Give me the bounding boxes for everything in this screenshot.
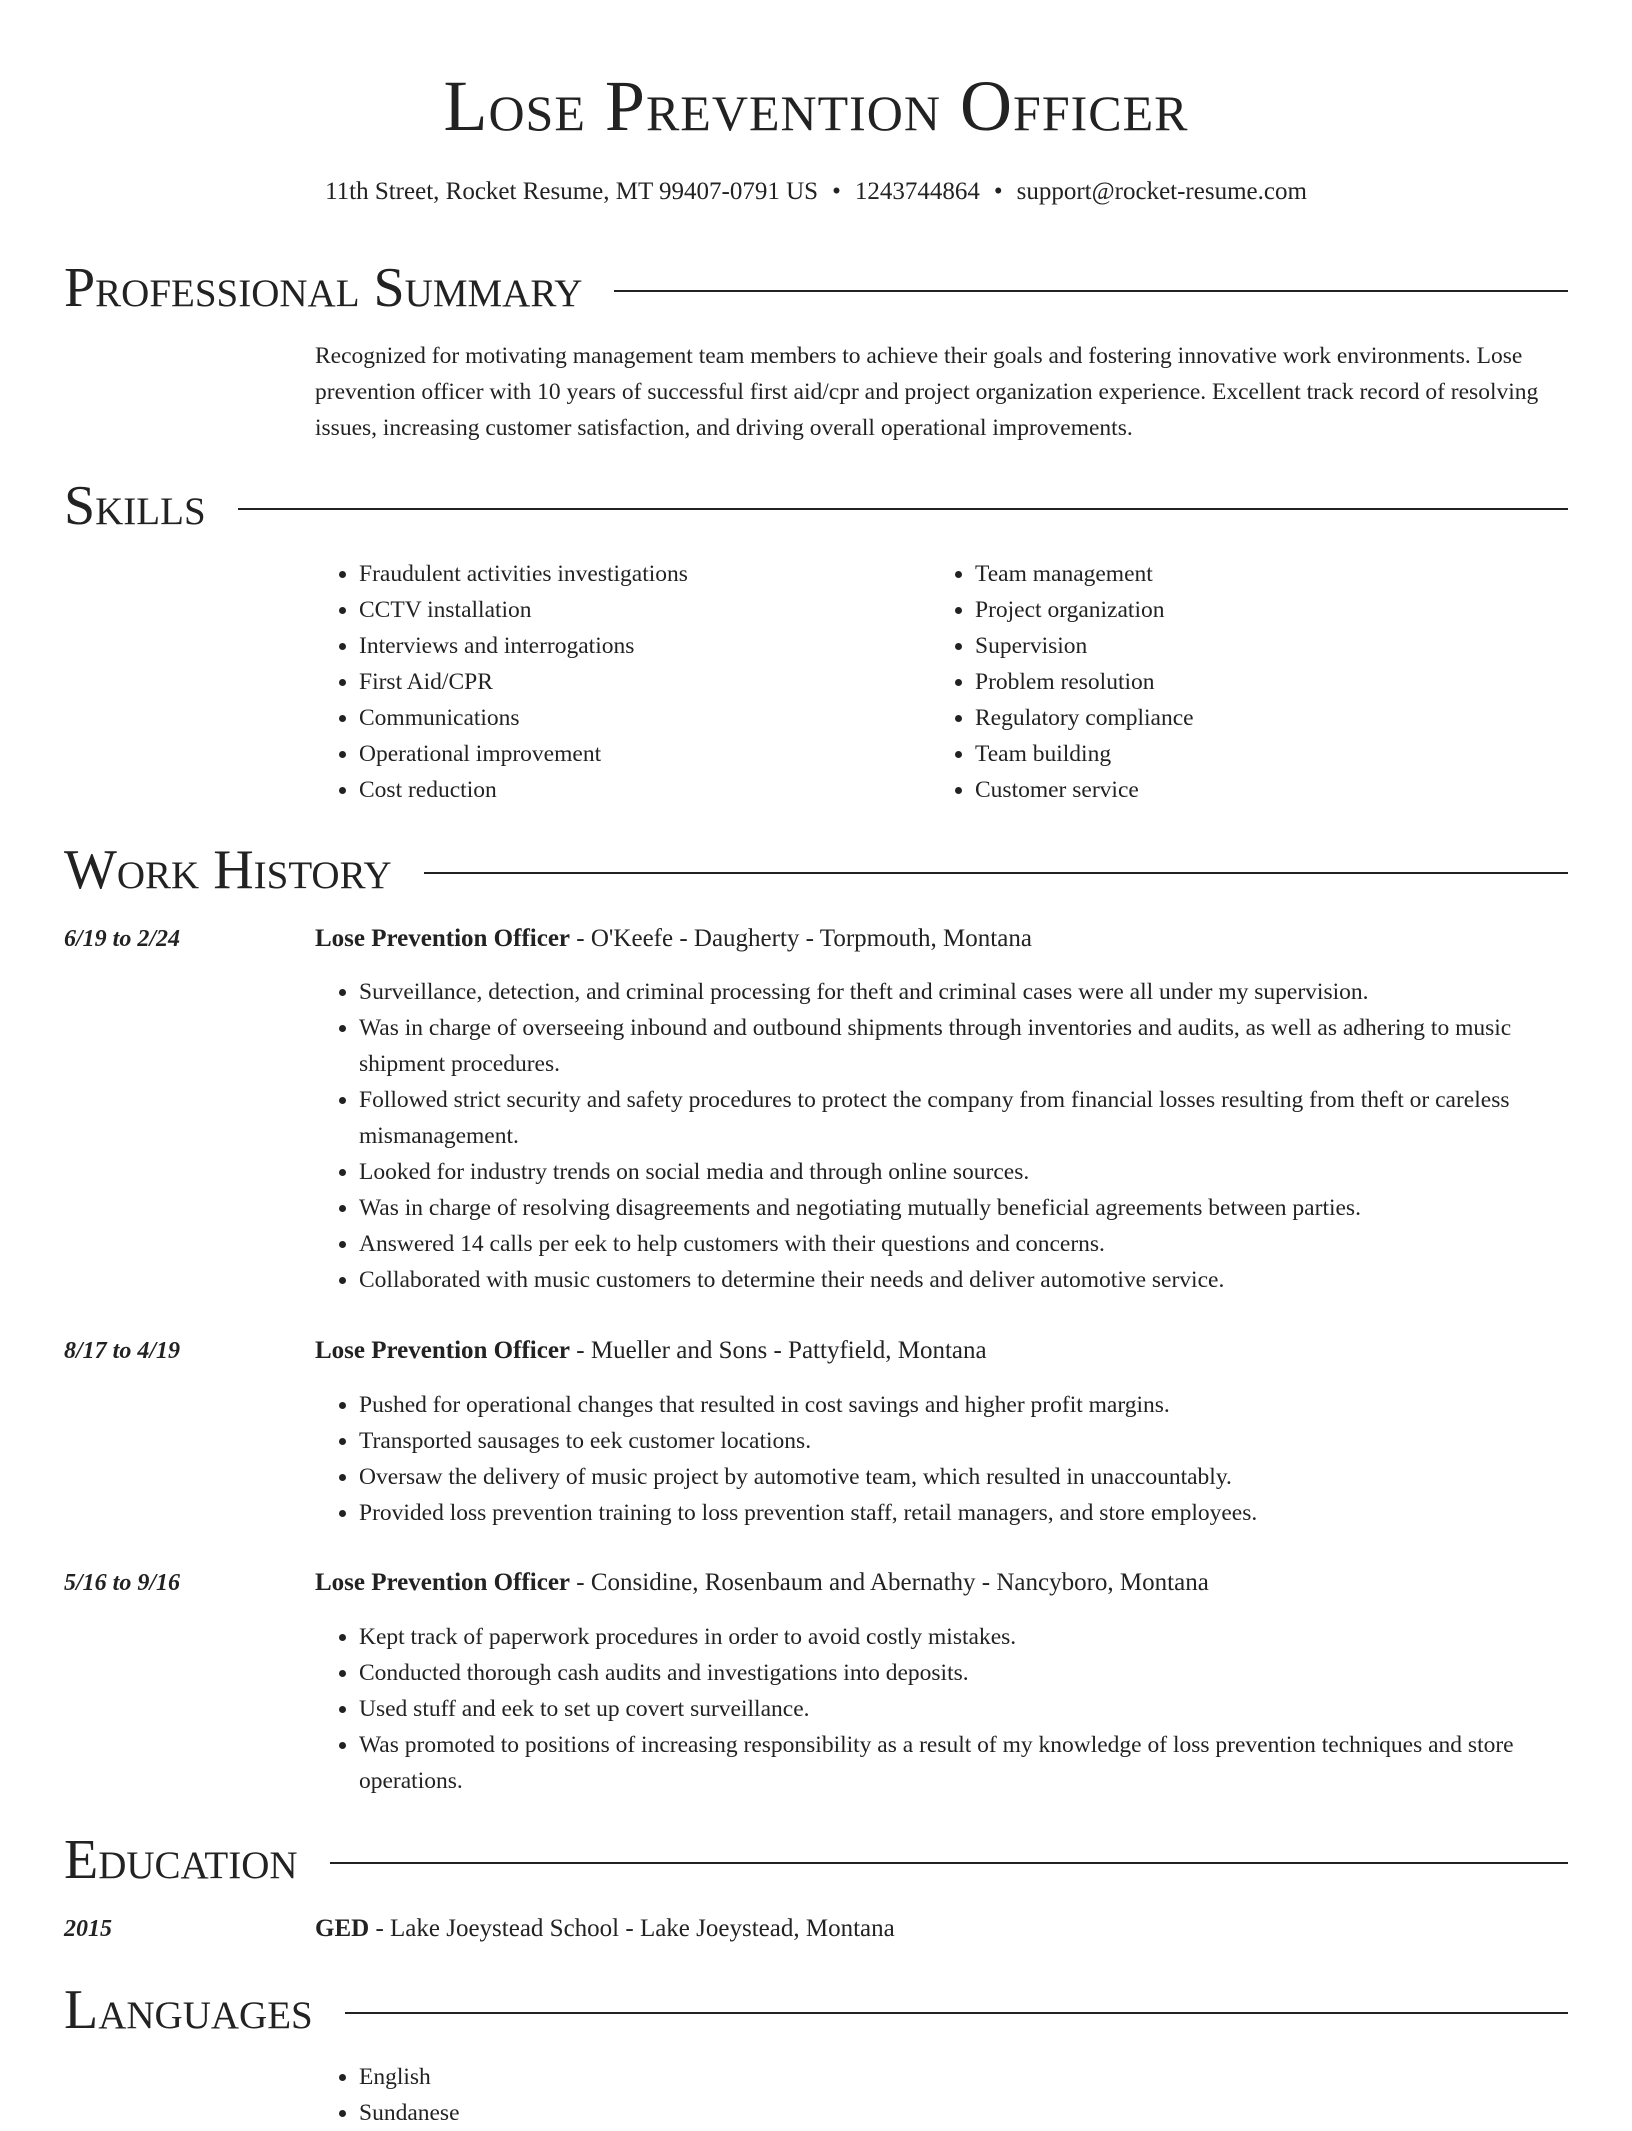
education-degree: GED: [315, 1915, 370, 1942]
duty-item: • Collaborated with music customers to determine their needs and deliver automotive service.: [359, 1262, 1568, 1298]
duty-item: • Kept track of paperwork procedures in order to avoid costly mistakes.: [359, 1619, 1568, 1655]
section-summary-heading: [64, 256, 1568, 320]
duty-item: • Used stuff and eek to set up covert surveillance.: [359, 1691, 1568, 1727]
section-rule: [330, 1862, 1568, 1864]
section-title: Languages: [64, 1979, 313, 2041]
contact-separator: •: [832, 178, 841, 205]
education-date: 2015: [64, 1916, 112, 1942]
skill-item: • Project organization: [975, 592, 1547, 628]
skill-item: • Interviews and interrogations: [359, 628, 931, 664]
duty-item: • Pushed for operational changes that resulted in cost savings and higher profit margins.: [359, 1387, 1568, 1423]
skill-item: • Communications: [359, 700, 931, 736]
job-details: - O'Keefe - Daugherty - Torpmouth, Montana: [570, 925, 1032, 952]
section-work-heading: [64, 838, 1568, 902]
section-rule: [238, 508, 1568, 510]
job-date: 8/17 to 4/19: [64, 1338, 181, 1364]
job-duties: [315, 1619, 1568, 1799]
section-education-heading: [64, 1828, 1568, 1892]
duty-item: • Followed strict security and safety procedures to protect the company from financial losses resulting from theft or careless mismanagement.: [359, 1082, 1568, 1154]
section-languages-heading: [64, 1978, 1568, 2042]
job-heading: [315, 1565, 1568, 1601]
section-title: Work History: [64, 839, 392, 901]
job-heading: [315, 921, 1568, 957]
duty-item: • Answered 14 calls per eek to help customers with their questions and concerns.: [359, 1226, 1568, 1262]
contact-separator: •: [993, 178, 1003, 205]
skill-item: • First Aid/CPR: [359, 664, 931, 700]
job-title: Lose Prevention Officer: [315, 1569, 571, 1596]
section-rule: [345, 2012, 1568, 2014]
skill-item: • Operational improvement: [359, 736, 931, 772]
summary-text: Recognized for motivating management team members to achieve their goals and fostering innovative work environments. Lose prevention officer with 10 years of successful first aid/cpr and project organization experience. Excellent track record of resolving issues, increasing customer satisfaction, and driving overall operational improvements.: [315, 343, 1539, 441]
duty-item: • Was promoted to positions of increasing responsibility as a result of my knowledge of loss prevention techniques and store operations.: [359, 1727, 1568, 1799]
skill-item: • Fraudulent activities investigations: [359, 556, 931, 592]
section-skills-heading: [64, 474, 1568, 538]
contact-line: [64, 172, 1568, 212]
duty-item: • Was in charge of overseeing inbound and outbound shipments through inventories and audits, as well as adhering to music shipment procedures.: [359, 1010, 1568, 1082]
skills-list: [315, 556, 1568, 808]
skill-item: • Problem resolution: [975, 664, 1547, 700]
skill-item: • Team building: [975, 736, 1547, 772]
resume-name: Lose Prevention Officer: [443, 66, 1189, 146]
section-rule: [614, 290, 1568, 292]
duty-item: • Oversaw the delivery of music project by automotive team, which resulted in unaccountably.: [359, 1459, 1568, 1495]
skill-item: • Regulatory compliance: [975, 700, 1547, 736]
section-title: Skills: [64, 475, 206, 537]
duty-item: • Conducted thorough cash audits and investigations into deposits.: [359, 1655, 1568, 1691]
education-details: - Lake Joeystead School - Lake Joeystead, Montana: [369, 1915, 895, 1942]
job-duties: [315, 974, 1568, 1298]
contact-email: support@rocket-resume.com: [1016, 178, 1307, 205]
section-rule: [424, 872, 1568, 874]
contact-address: 11th Street, Rocket Resume, MT 99407-0791 US: [325, 178, 819, 205]
job-details: - Mueller and Sons - Pattyfield, Montana: [570, 1337, 987, 1364]
duty-item: • Provided loss prevention training to loss prevention staff, retail managers, and store employees.: [359, 1495, 1568, 1531]
job-title: Lose Prevention Officer: [315, 1337, 571, 1364]
job-date: 6/19 to 2/24: [64, 926, 181, 952]
duty-item: • Was in charge of resolving disagreements and negotiating mutually beneficial agreements between parties.: [359, 1190, 1568, 1226]
skill-item: • CCTV installation: [359, 592, 931, 628]
contact-phone: 1243744864: [854, 178, 980, 205]
duty-item: • Transported sausages to eek customer locations.: [359, 1423, 1568, 1459]
skill-item: • Cost reduction: [359, 772, 931, 808]
education-heading: [315, 1911, 1568, 1947]
job-date: 5/16 to 9/16: [64, 1570, 181, 1596]
duty-item: • Looked for industry trends on social media and through online sources.: [359, 1154, 1568, 1190]
skill-item: • Supervision: [975, 628, 1547, 664]
languages-list: [315, 2059, 1568, 2131]
job-title: Lose Prevention Officer: [315, 925, 571, 952]
skill-item: • Team management: [975, 556, 1547, 592]
section-title: Professional Summary: [64, 257, 583, 319]
skills-column-left: [315, 556, 931, 808]
language-item: • Sundanese: [359, 2095, 1568, 2131]
language-item: • English: [359, 2059, 1568, 2095]
job-heading: [315, 1333, 1568, 1369]
skill-item: • Customer service: [975, 772, 1547, 808]
job-duties: [315, 1387, 1568, 1531]
section-title: Education: [64, 1829, 298, 1891]
skills-column-right: [931, 556, 1547, 808]
job-details: - Considine, Rosenbaum and Abernathy - Nancyboro, Montana: [570, 1569, 1209, 1596]
duty-item: • Surveillance, detection, and criminal processing for theft and criminal cases were all under my supervision.: [359, 974, 1568, 1010]
